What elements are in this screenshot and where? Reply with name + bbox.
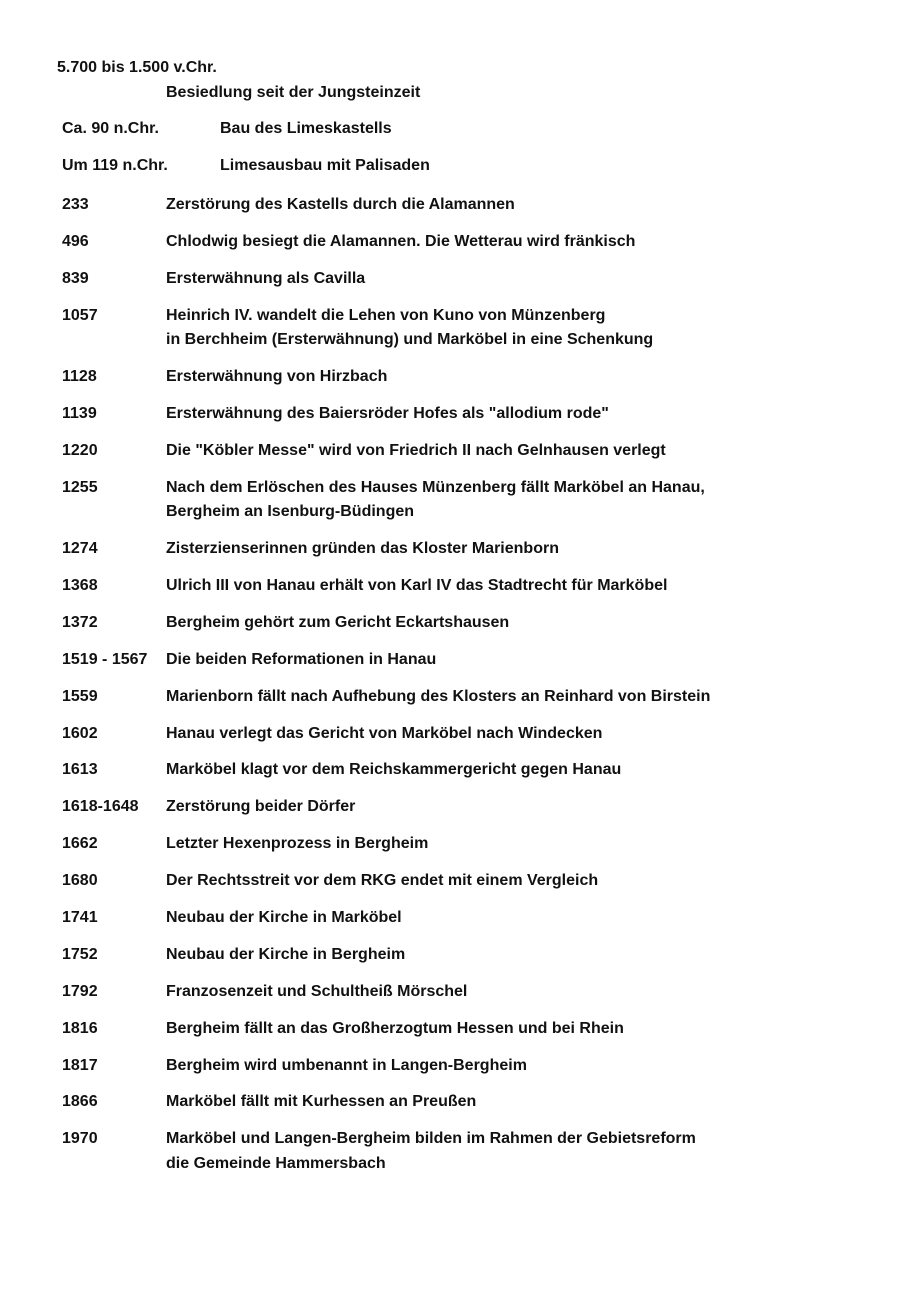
entry-text: Zerstörung des Kastells durch die Alamannen xyxy=(166,196,515,213)
timeline-row xyxy=(62,119,392,139)
entry-date: 233 xyxy=(62,196,89,213)
entry-text: Marköbel fällt mit Kurhessen an Preußen xyxy=(166,1093,477,1111)
timeline-row xyxy=(62,304,882,353)
entry-text: Letzter Hexenprozess in Bergheim xyxy=(166,835,429,853)
entry-date: 1368 xyxy=(62,577,98,595)
entry-date: 496 xyxy=(62,232,89,250)
entry-text: Heinrich IV. wandelt die Lehen von Kuno von Münzenberg in Berchheim (Ersterwähnung) und Marköbel in eine Schenkung xyxy=(166,306,654,349)
timeline-row xyxy=(62,365,882,390)
timeline-row xyxy=(62,439,882,464)
entry-date: 1519 - 1567 xyxy=(62,650,148,668)
entry-text: Marienborn fällt nach Aufhebung des Klosters an Reinhard von Birstein xyxy=(166,687,711,705)
entry-date: 1559 xyxy=(62,687,98,705)
timeline-row xyxy=(62,980,882,1005)
timeline-row xyxy=(62,1127,882,1176)
entry-text: Zerstörung beider Dörfer xyxy=(166,798,356,816)
entry-text: Ulrich III von Hanau erhält von Karl IV das Stadtrecht für Marköbel xyxy=(166,577,668,595)
entry-date: 1792 xyxy=(62,982,98,1000)
entry-text: Bergheim fällt an das Großherzogtum Hessen und bei Rhein xyxy=(166,1019,624,1037)
timeline-row xyxy=(62,156,430,176)
entry-date: 1741 xyxy=(62,909,98,927)
entry-date: 1866 xyxy=(62,1093,98,1111)
entry-date: Um 119 n.Chr. xyxy=(62,157,168,174)
timeline-row xyxy=(62,1017,882,1042)
timeline-row xyxy=(62,1054,882,1079)
timeline-row xyxy=(62,648,882,673)
timeline-row xyxy=(62,476,882,525)
entry-date: 1602 xyxy=(62,724,98,742)
entry-text: Ersterwähnung als Cavilla xyxy=(166,269,366,287)
timeline-row xyxy=(62,193,882,218)
entry-text: Marköbel und Langen-Bergheim bilden im Rahmen der Gebietsreform die Gemeinde Hammersbach xyxy=(166,1130,696,1172)
entry-text: Zisterzienserinnen gründen das Kloster Marienborn xyxy=(166,540,559,558)
entry-date: 1372 xyxy=(62,613,98,631)
entry-text: Neubau der Kirche in Bergheim xyxy=(166,945,406,963)
entry-text: Ersterwähnung von Hirzbach xyxy=(166,368,388,386)
entry-date: 1613 xyxy=(62,761,98,779)
timeline-list xyxy=(62,193,882,1189)
entry-date: 1139 xyxy=(62,404,97,422)
entry-text: Marköbel klagt vor dem Reichskammergericht gegen Hanau xyxy=(166,761,622,779)
entry-text: Die "Köbler Messe" wird von Friedrich II nach Gelnhausen verlegt xyxy=(166,441,666,459)
entry-date: 1817 xyxy=(62,1056,98,1074)
timeline-row xyxy=(62,906,882,931)
entry-text: Bergheim wird umbenannt in Langen-Bergheim xyxy=(166,1056,527,1074)
entry-text: Ersterwähnung des Baiersröder Hofes als "allodium rode" xyxy=(166,404,609,422)
entry-date: 5.700 bis 1.500 v.Chr. xyxy=(57,59,217,76)
entry-text: Die beiden Reformationen in Hanau xyxy=(166,650,437,668)
entry-text: Nach dem Erlöschen des Hauses Münzenberg fällt Marköbel an Hanau, Bergheim an Isenburg-Büdingen xyxy=(166,478,705,521)
entry-date: 1752 xyxy=(62,945,98,963)
entry-date: 1816 xyxy=(62,1019,98,1037)
entry-date: 1274 xyxy=(62,540,98,558)
entry-date: 1128 xyxy=(62,368,97,386)
timeline-row xyxy=(62,722,882,747)
timeline-row xyxy=(62,611,882,636)
entry-date: 1680 xyxy=(62,872,98,890)
entry-date: 839 xyxy=(62,269,89,287)
timeline-row xyxy=(62,574,882,599)
timeline-row xyxy=(62,1090,882,1115)
timeline-row xyxy=(62,685,882,710)
timeline-row xyxy=(62,537,882,562)
entry-text: Franzosenzeit und Schultheiß Mörschel xyxy=(166,982,468,1000)
entry-text: Bergheim gehört zum Gericht Eckartshausen xyxy=(166,613,510,631)
timeline-row xyxy=(62,402,882,427)
entry-date: 1662 xyxy=(62,835,98,853)
timeline-row xyxy=(62,869,882,894)
entry-text: Limesausbau mit Palisaden xyxy=(220,157,430,174)
timeline-row xyxy=(62,267,882,292)
entry-text: Besiedlung seit der Jungsteinzeit xyxy=(166,84,421,101)
entry-text: Neubau der Kirche in Marköbel xyxy=(166,909,402,927)
timeline-row xyxy=(62,795,882,820)
entry-date: 1255 xyxy=(62,478,98,496)
entry-date: 1970 xyxy=(62,1130,98,1148)
entry-text: Der Rechtsstreit vor dem RKG endet mit einem Vergleich xyxy=(166,872,599,890)
timeline-row xyxy=(62,758,882,783)
entry-text: Hanau verlegt das Gericht von Marköbel nach Windecken xyxy=(166,724,603,742)
timeline-row xyxy=(62,943,882,968)
entry-date: 1220 xyxy=(62,441,98,459)
entry-date: 1618-1648 xyxy=(62,798,139,816)
timeline-row xyxy=(62,230,882,255)
entry-text: Bau des Limeskastells xyxy=(220,120,392,137)
timeline-row xyxy=(62,832,882,857)
entry-date: 1057 xyxy=(62,306,98,324)
entry-text: Chlodwig besiegt die Alamannen. Die Wetterau wird fränkisch xyxy=(166,232,636,250)
entry-date: Ca. 90 n.Chr. xyxy=(62,120,159,137)
